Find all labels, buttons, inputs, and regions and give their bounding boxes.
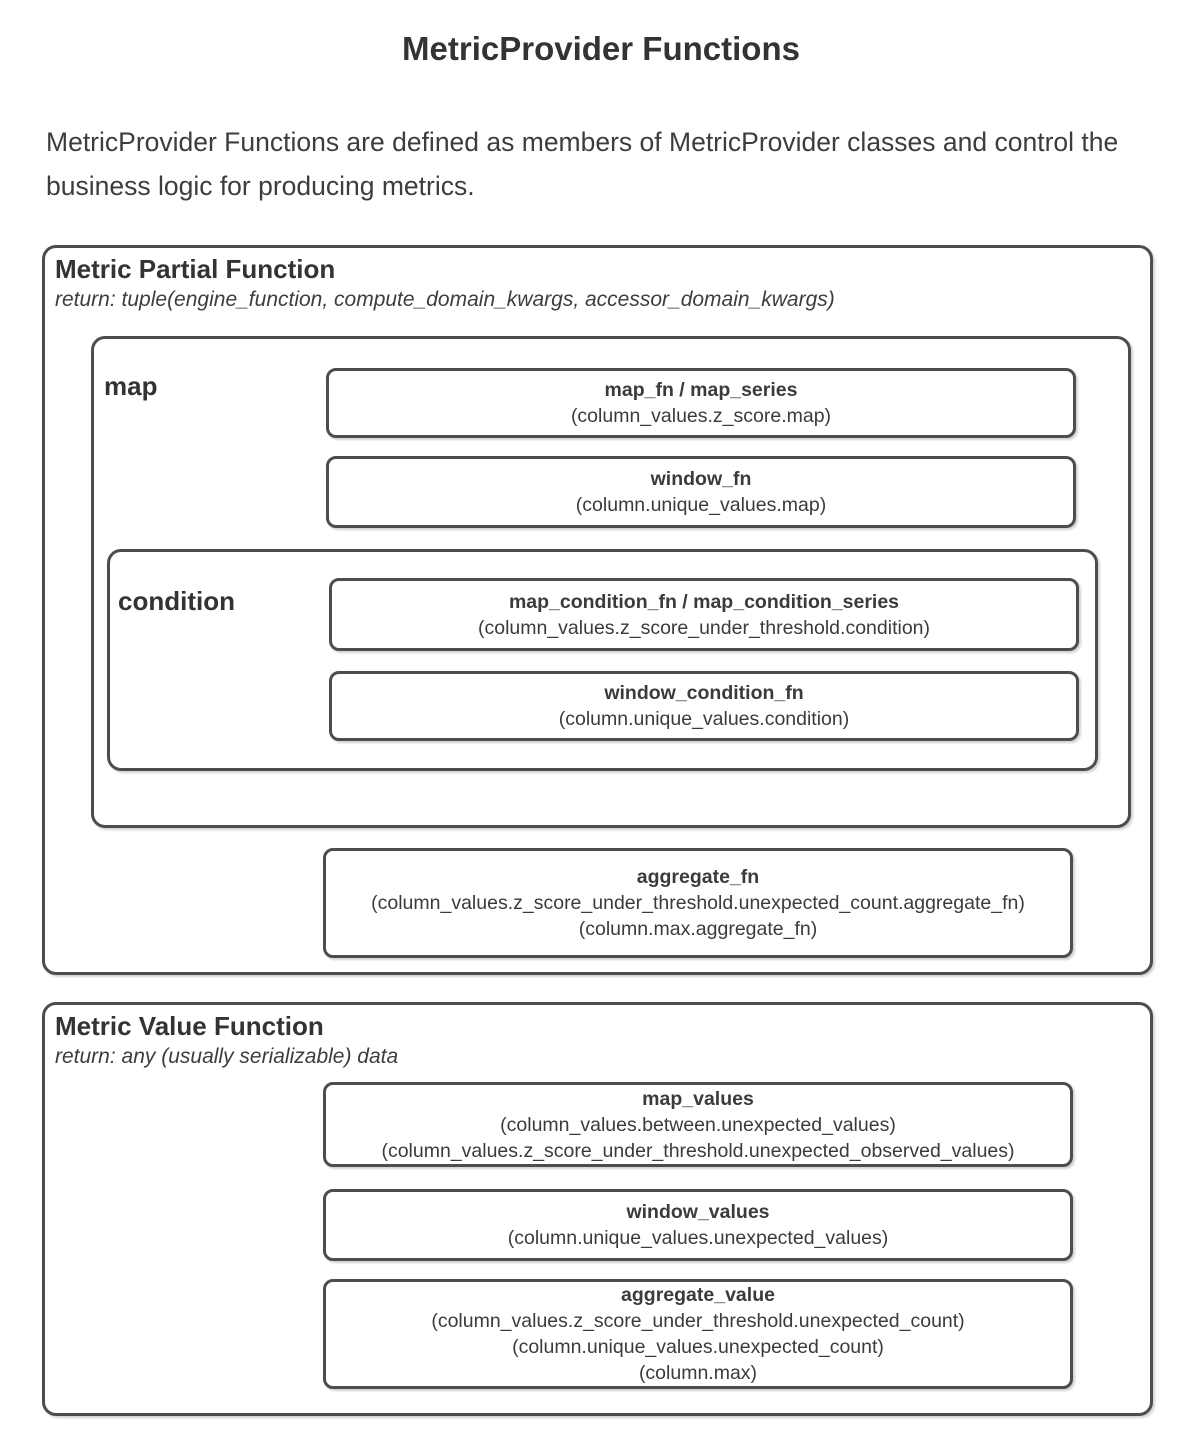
metric-partial-function-section [42,245,1153,975]
window-values-box-title: window_values [626,1201,770,1223]
metric-value-function-return-note: return: any (usually serializable) data [55,1045,399,1068]
condition-group-box [107,549,1098,771]
window-condition-fn-box-title: window_condition_fn [604,682,804,704]
window-fn-box-title: window_fn [650,468,752,490]
aggregate-fn-box-line-2: (column.max.aggregate_fn) [578,918,818,940]
metric-partial-function-heading: Metric Partial Function [55,254,336,284]
aggregate-fn-box [323,848,1073,958]
metric-value-function-section [42,1002,1153,1416]
aggregate-value-box-title: aggregate_value [621,1284,775,1306]
map-values-box-title: map_values [642,1087,754,1110]
map-fn-box [326,368,1076,438]
metric-partial-function-return-note: return: tuple(engine_function, compute_domain_kwargs, accessor_domain_kwargs) [55,288,835,311]
page-title: MetricProvider Functions [402,30,800,67]
metric-value-function-heading: Metric Value Function [55,1011,324,1041]
aggregate-value-box-line-3: (column.max) [638,1362,758,1384]
map-group-label: map [104,371,158,401]
map-values-box-line-2: (column_values.z_score_under_threshold.unexpected_observed_values) [381,1139,1015,1162]
map-values-box-line-1: (column_values.between.unexpected_values) [500,1113,896,1136]
window-condition-fn-box-line: (column.unique_values.condition) [558,708,850,730]
map-fn-box-line: (column_values.z_score.map) [570,405,832,427]
aggregate-value-box-line-1: (column_values.z_score_under_threshold.unexpected_count) [431,1310,965,1332]
map-group-box [91,336,1131,828]
aggregate-fn-box-title: aggregate_fn [636,866,760,888]
intro-text: MetricProvider Functions are defined as members of MetricProvider classes and control the business logic for producing metrics. [46,127,1119,201]
window-values-box [323,1189,1073,1261]
window-fn-box [326,456,1076,528]
window-values-box-line: (column.unique_values.unexpected_values) [507,1227,889,1249]
window-condition-fn-box [329,671,1079,741]
map-condition-fn-box [329,578,1079,651]
aggregate-value-box-line-2: (column.unique_values.unexpected_count) [512,1336,884,1358]
window-fn-box-line: (column.unique_values.map) [575,494,827,516]
condition-group-label: condition [118,586,235,616]
aggregate-fn-box-line-1: (column_values.z_score_under_threshold.unexpected_count.aggregate_fn) [371,892,1025,914]
aggregate-value-box [323,1279,1073,1389]
map-fn-box-title: map_fn / map_series [604,379,798,401]
map-condition-fn-box-title: map_condition_fn / map_condition_series [508,590,900,613]
map-values-box [323,1082,1073,1167]
map-condition-fn-box-line: (column_values.z_score_under_threshold.condition) [477,616,930,639]
